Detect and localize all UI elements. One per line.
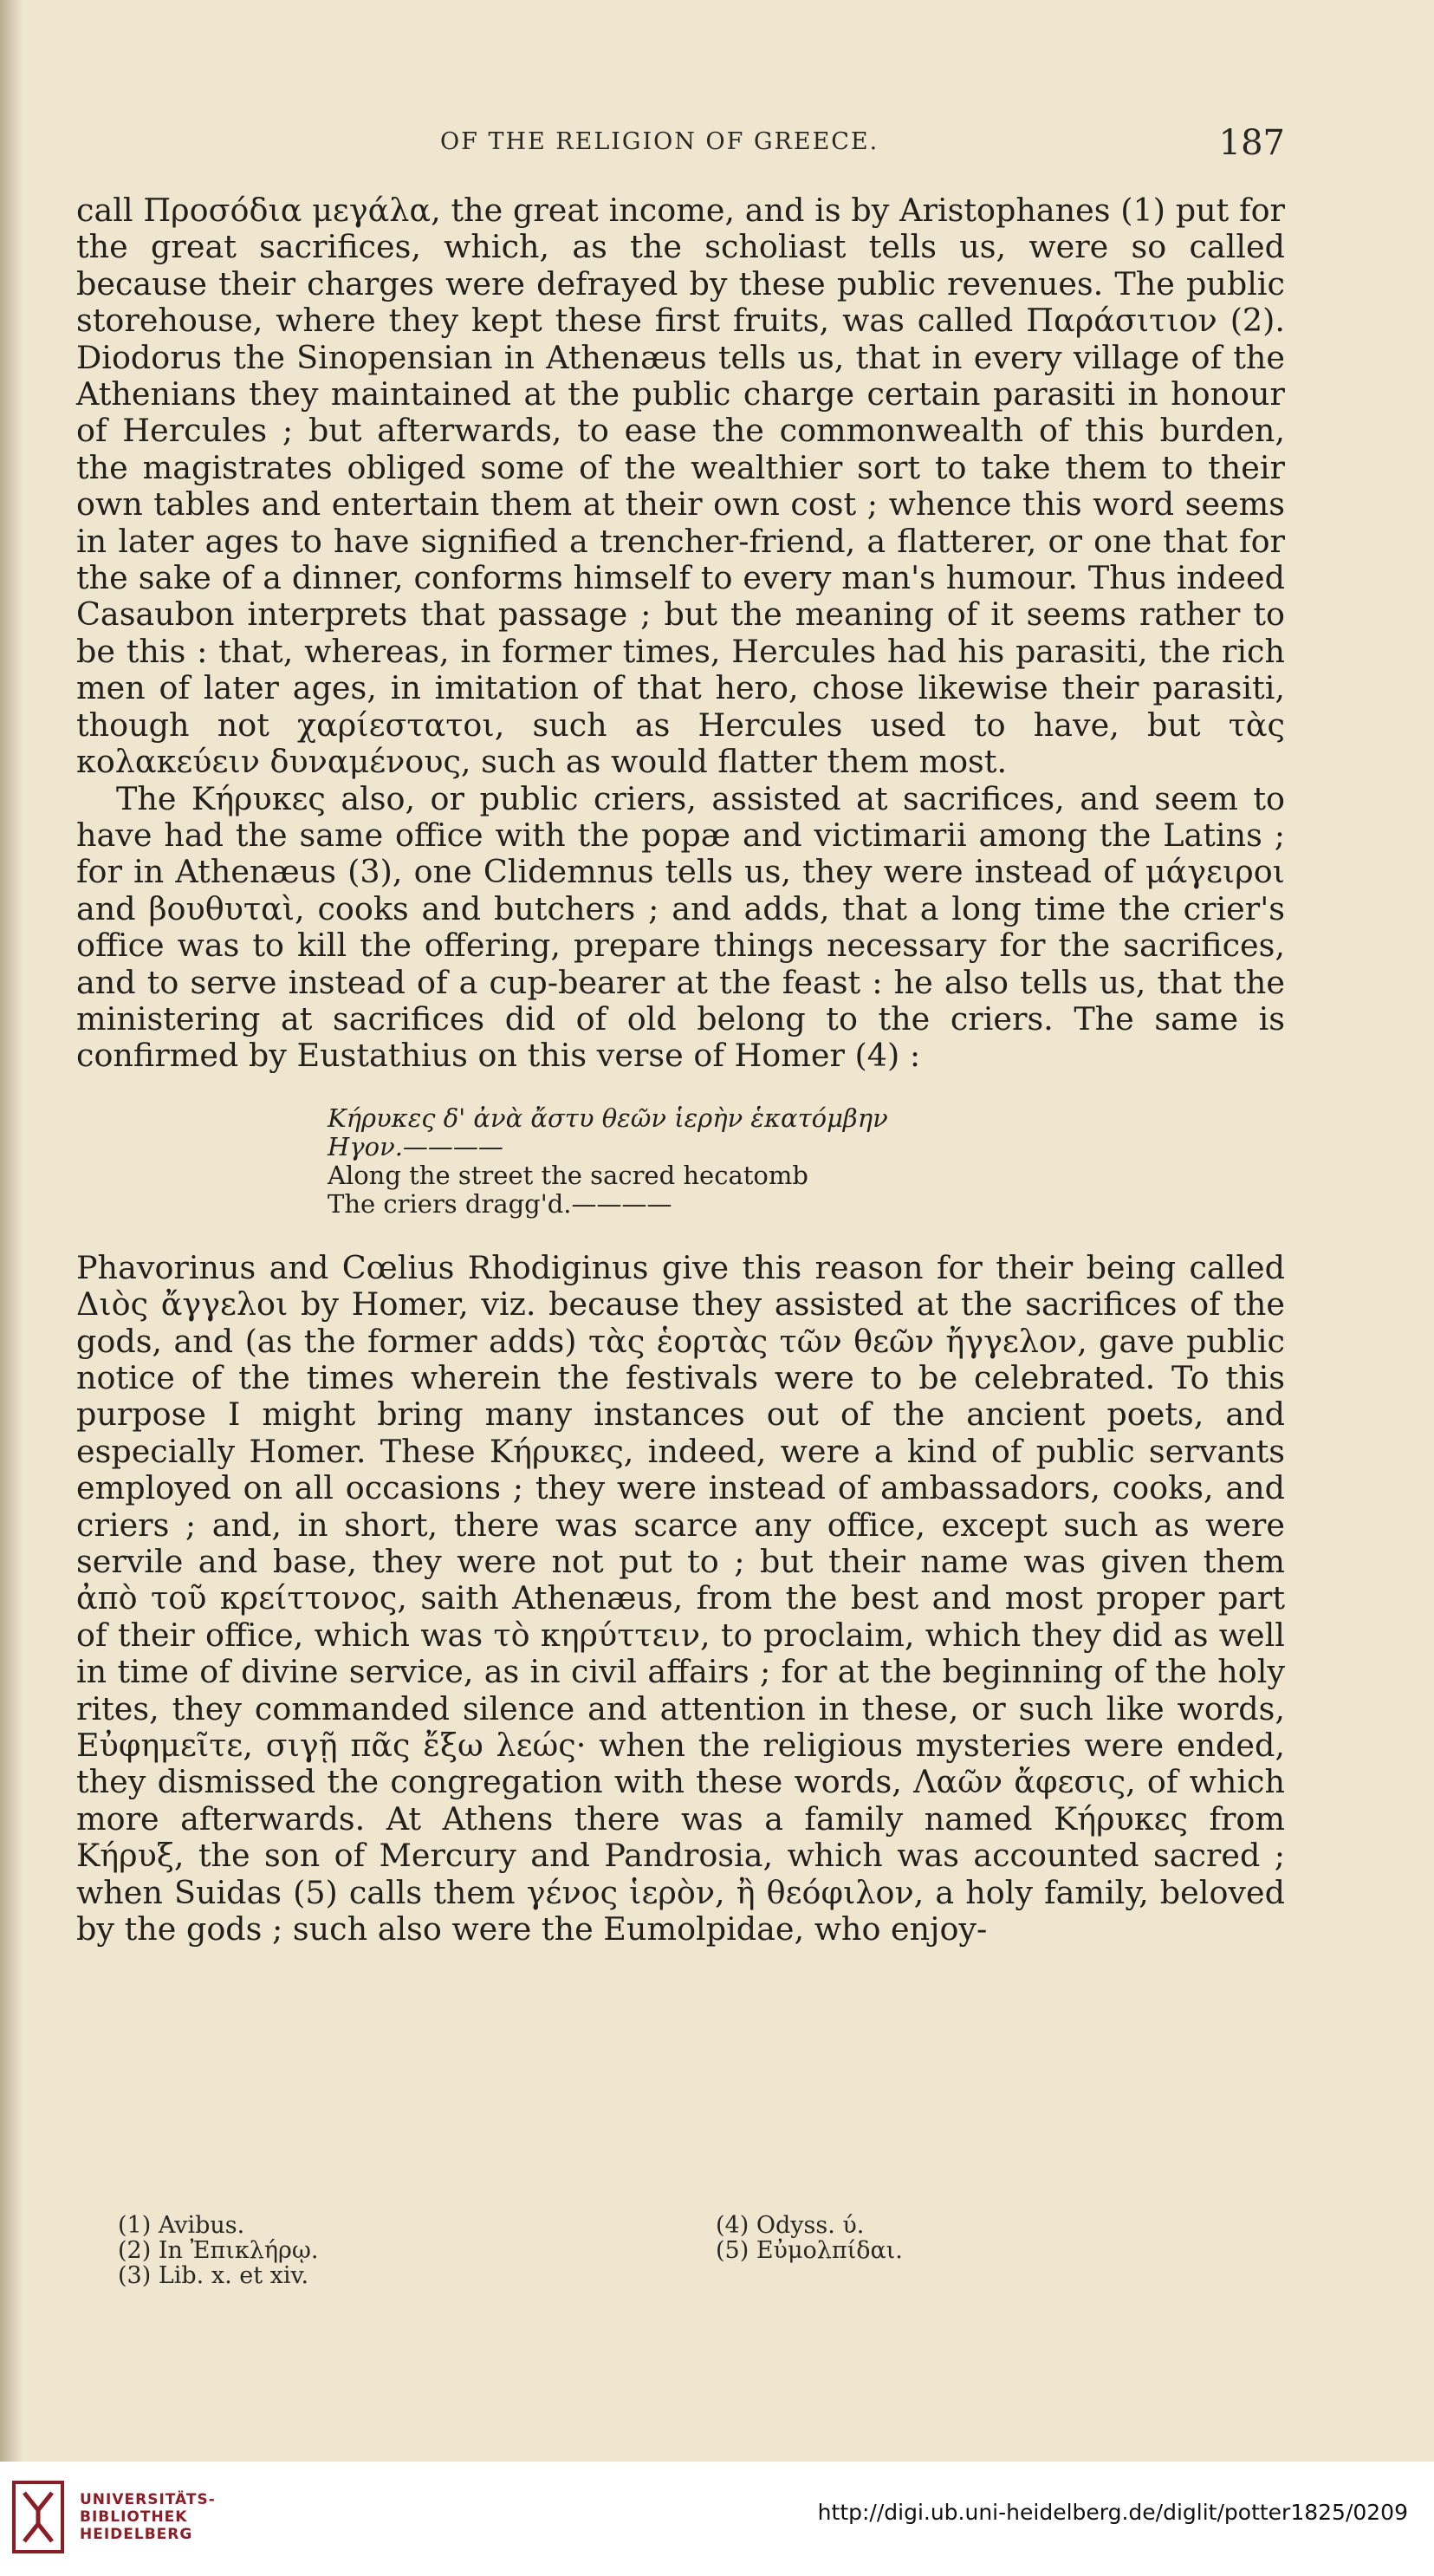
library-name-line-1: UNIVERSITÄTS- <box>80 2491 216 2508</box>
verse-english-line-1: Along the street the sacred hecatomb <box>328 1160 808 1190</box>
page-gutter-shadow <box>0 0 23 2462</box>
library-name <box>80 2491 216 2543</box>
body-text <box>76 192 1285 1948</box>
library-name-line-2: BIBLIOTHEK <box>80 2508 188 2526</box>
footnote-3: (3) Lib. x. et xiv. <box>118 2262 309 2289</box>
footnotes-right-column <box>716 2213 903 2263</box>
paragraph-3: Phavorinus and Cœlius Rhodiginus give this reason for their being called Διὸς ἄγγελοι by Homer, viz. because they assisted at the sacrifices of the gods, and (as the former adds) τὰς ἑορτὰς τῶν θεῶν ἤγγελον, gave public notice of the times wherein the festivals were to be celebrated. To this purpose I might bring many instances out of the ancient poets, and especially Homer. These Κήρυκες, indeed, were a kind of public servants employed on all occasions ; they were instead of ambassadors, cooks, and criers ; and, in short, there was scarce any office, except such as were servile and base, they were not put to ; but their name was given them ἀπὸ τοῦ κρείττονος, saith Athenæus, from the best and most proper part of their office, which was τὸ κηρύττειν, to proclaim, which they did as well in time of divine service, as in civil affairs ; for at the beginning of the holy rites, they commanded silence and attention in these, or such like words, Εὐφημεῖτε, σιγῇ πᾶς ἔξω λεώς· when the religious mysteries were ended, they dismissed the congregation with these words, Λαῶν ἄφεσις, of which more afterwards. At Athens there was a family named Κήρυκες from Κήρυξ, the son of Mercury and Pandrosia, which was accounted sacred ; when Suidas (5) calls them γένος ἱερὸν, ἢ θεόφιλον, a holy family, beloved by the gods ; such also were the Eumolpidae, who enjoy- <box>76 1248 1285 1948</box>
paragraph-1: call Προσόδια μεγάλα, the great income, and is by Aristophanes (1) put for the great sacrifices, which, as the scholiast tells us, were so called because their charges were defrayed by these public revenues. The public storehouse, where they kept these first fruits, was called Παράσιτιον (2). Diodorus the Sinopensian in Athenæus tells us, that in every village of the Athenians they maintained at the public charge certain parasiti in honour of Hercules ; but afterwards, to ease the commonwealth of this burden, the magistrates obliged some of the wealthier sort to take them to their own tables and entertain them at their own cost ; whence this word seems in later ages to have signified a trencher-friend, a flatterer, or one that for the sake of a dinner, conforms himself to every man's humour. Thus indeed Casaubon interprets that passage ; but the meaning of it seems rather to be this : that, whereas, in former times, Hercules had his parasiti, the rich men of later ages, in imitation of that hero, chose likewise their parasiti, though not χαρίεστατοι, such as Hercules used to have, but τὰς κολακεύειν δυναμένους, such as would flatter them most. <box>76 192 1285 781</box>
library-name-line-3: HEIDELBERG <box>80 2526 193 2543</box>
page-number: 187 <box>1218 123 1285 163</box>
library-logo-icon <box>12 2481 64 2553</box>
footnote-2: (2) In Ἐπικλήρῳ. <box>118 2237 319 2264</box>
footnote-5: (5) Εὐμολπίδαι. <box>716 2237 903 2264</box>
verse-quotation <box>328 1104 1285 1219</box>
paragraph-2: The Κήρυκες also, or public criers, assisted at sacrifices, and seem to have had the same office with the popæ and victimarii among the Latins ; for in Athenæus (3), one Clidemnus tells us, they were instead of μάγειροι and βουθυταὶ, cooks and butchers ; and adds, that a long time the crier's office was to kill the offering, prepare things necessary for the sacrifices, and to serve instead of a cup-bearer at the feast : he also tells us, that the ministering at sacrifices did of old belong to the criers. The same is confirmed by Eustathius on this verse of Homer (4) : <box>76 779 1285 1075</box>
running-head: OF THE RELIGION OF GREECE. <box>440 128 879 155</box>
verse-english-line-2: The criers dragg'd.———— <box>328 1188 672 1219</box>
footnote-1: (1) Avibus. <box>118 2212 245 2239</box>
digitization-footer <box>0 2462 1434 2576</box>
verse-greek-line-1: Κήρυκες δ' ἀνὰ ἄστυ θεῶν ἱερὴν ἑκατόμβην <box>328 1103 888 1133</box>
verse-greek-line-2: Ηγον.———— <box>328 1131 503 1161</box>
footnotes-left-column <box>118 2213 318 2288</box>
footnote-4: (4) Odyss. ύ. <box>716 2212 865 2239</box>
source-url-link[interactable]: http://digi.ub.uni-heidelberg.de/diglit/potter1825/0209 <box>817 2500 1408 2525</box>
page-header <box>76 123 1285 172</box>
